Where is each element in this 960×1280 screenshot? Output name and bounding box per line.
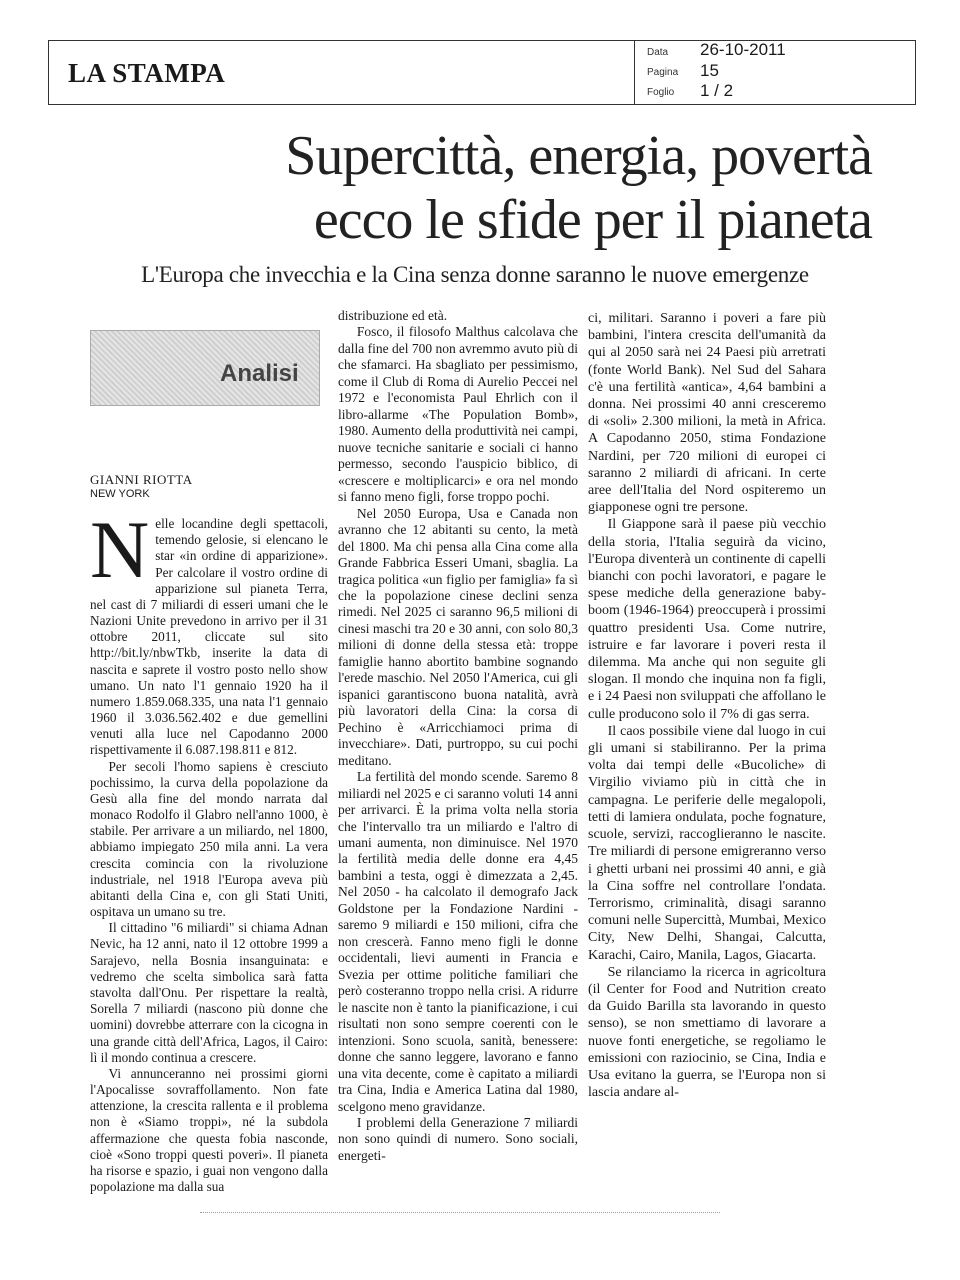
meta-page-value: 15: [700, 61, 719, 80]
dateline: NEW YORK: [90, 488, 150, 500]
meta-page-label: Pagina: [647, 67, 679, 78]
headline-line-1: Supercittà, energia, povertà: [285, 125, 872, 187]
analisi-label: Analisi: [220, 360, 299, 387]
paragraph: Nel 2050 Europa, Usa e Canada non avranno che 12 abitanti su cento, la metà del 1800. Ma chi pensa alla Cina come alla Grande Fabbrica Esseri Umani, sbaglia. La tragica politica «un figlio per famiglia» fa sì che la popolazione cinese declini senza rimedi. Nel 2025 ci saranno 96,5 milioni di cinesi maschi tra 20 e 30 anni, con solo 80,3 milioni di donne della stessa età: troppe famiglie hanno abortito bambine sognando l'erede maschio. Nel 2050 l'America, cui gli ispanici garantiscono buona natalità, avrà più lavoratori della Cina: la corsa di Pechino è «Arricchiamoci prima di invecchiare». Dati, purtroppo, su cui pochi meditano.: [338, 505, 578, 768]
drop-cap: N: [90, 504, 150, 595]
subheadline: L'Europa che invecchia e la Cina senza donne saranno le nuove emergenze: [141, 262, 809, 287]
paragraph: Vi annunceranno nei prossimi giorni l'Apocalisse sovraffollamento. Non fate attenzione, la crescita rallenta e il problema non è «Siamo troppi», né la subdola affermazione che questa fobia nasconde, cioè «Sono troppi questi poveri». Il pianeta ha risorse e spazio, i guai non vengono dalla popolazione ma dalla sua: [90, 1065, 328, 1195]
paragraph: I problemi della Generazione 7 miliardi non sono quindi di numero. Sono sociali, energeti-: [338, 1114, 578, 1163]
meta-date-label: Data: [647, 47, 669, 58]
paragraph: La fertilità del mondo scende. Saremo 8 miliardi nel 2025 e ci saranno voluti 14 anni per arrivarci. È la prima volta nella storia che l'intervallo tra un miliardo e l'altro di umani aumenta, non diminuisce. Nel 1970 la fertilità media delle donne era 4,45 bambini a testa, oggi è dimezzata a 2,45. Nel 2050 - ha calcolato il demografo Jack Goldstone per la Fondazione Nardini - saremo 9 miliardi e 150 milioni, cifra che non crescerà. Fanno meno figli le donne occidentali, lievi aumenti in Francia e Svezia per ottime politiche familiari che però costeranno troppo nella crisi. A ridurre le nascite non è tanto la pianificazione, i cui risultati non sono sempre coerenti con le intenzioni. Sono scuola, sanità, benessere: donne che sanno leggere, lavorano e fanno una vita decente, come è capitato a miliardi tra Cina, India e America Latina dal 1980, scelgono meno gravidanze.: [338, 769, 578, 1114]
bottom-rule: [200, 1212, 720, 1213]
paragraph: Il caos possibile viene dal luogo in cui gli umani si stabiliranno. Per la prima volta dai tempi delle «Bucoliche» di Virgilio viviamo più in città che in campagna. Le periferie delle megalopoli, tetti di lamiera ondulata, poche fognature, scuole, servizi, raccoglieranno le nascite. Tre miliardi di persone emigreranno verso i ghetti urbani nei prossimi 40 anni, e già la Cina soffre nel controllare l'ondata. Terrorismo, criminalità, disagi saranno comuni nelle Supercittà, Mumbai, Mexico City, New Delhi, Shangai, Calcutta, Karachi, Cairo, Manila, Lagos, Giacarta.: [588, 723, 826, 963]
meta-date-value: 26-10-2011: [700, 40, 786, 59]
byline: GIANNI RIOTTA: [90, 472, 193, 487]
meta-sheet-value: 1 / 2: [700, 81, 734, 100]
article-column-2: [338, 308, 578, 1164]
article-column-1: [90, 504, 328, 1195]
paragraph: Nelle locandine degli spettacoli, temendo gelosie, si elencano le star «in ordine di apparizione». Per calcolare il vostro ordine di apparizione sul pianeta Terra, nel cast di 7 miliardi di esseri umani che le Nazioni Unite prevedono in arrivo per il 31 ottobre 2011, cliccate sul sito http://bit.ly/nbwTkb, inserite la data di nascita e saprete il vostro posto nello show umano. Un nato l'1 gennaio 1920 ha il numero 1.859.068.335, una nata l'1 gennaio 1960 il 3.036.562.402 e due gemellini venuti alla luce nel Capodanno 2000 rispettivamente il 6.087.198.811 e 812.: [90, 504, 328, 758]
header-divider: [634, 40, 635, 105]
paragraph: distribuzione ed età.: [338, 308, 448, 323]
paragraph: Il cittadino "6 miliardi" si chiama Adnan Nevic, ha 12 anni, nato il 12 ottobre 1999 a Sarajevo, nella Bosnia insanguinata: e vedremo che scelta simbolica sarà fatta stavolta dall'Onu. Per rispettare la realtà, Sorella 7 miliardi (nascono più donne che uomini) dovrebbe atterrare con la cicogna in una grande città dell'Africa, Lagos, il Cairo: lì il mondo continua a crescere.: [90, 920, 328, 1065]
paragraph: Fosco, il filosofo Malthus calcolava che dalla fine del 700 non avremmo avuto più di che sfamarci. Ha sbagliato per pessimismo, come il Club di Roma di Aurelio Peccei nel 1972 e l'economista Paul Ehrlich con il libro-allarme «The Population Bomb», 1980. Aumento della produttività nei campi, nuove tecniche sanitarie e sociali ci hanno permesso, secondo l'auspicio biblico, di «crescere e moltiplicarci» e ora nel mondo si fanno meno figli, forse troppo pochi.: [338, 324, 578, 505]
meta-sheet-label: Foglio: [647, 87, 675, 98]
paragraph: ci, militari. Saranno i poveri a fare più bambini, l'intera crescita dell'umanità da qui al 2050 sarà nei 24 Paesi più arretrati (fonte World Bank). Nel Sud del Sahara c'è una fertilità «antica», 4,64 bambini a donna. Nei prossimi 40 anni cresceremo di «soli» 2.300 milioni, la metà in Africa. A Capodanno 2050, stima Fondazione Nardini, per 720 milioni di europei ci saranno 2 miliardi di africani. In certe aree dell'Italia del Nord ospiteremo un giapponese ogni tre persone.: [588, 311, 826, 516]
article-column-3: [588, 310, 826, 1101]
paragraph: Il Giappone sarà il paese più vecchio della storia, l'Italia seguirà da vicino, l'Europa diventerà un continente di capelli bianchi con pochi lavoratori, e pagare le spese mediche della generazione baby-boom (1946-1964) preoccuperà i prossimi quattro presidenti Usa. Come nutrire, istruire e far lavorare i poveri resta il dilemma. Ma anche qui non seguite gli slogan. Il mondo che inquina non fa figli, e i 24 Paesi non sviluppati che affollano le culle producono solo il 7% di gas serra.: [588, 517, 826, 722]
paragraph: Per secoli l'homo sapiens è cresciuto pochissimo, la curva della popolazione da Gesù alla fine del mondo narrata dal monaco Rodolfo il Glabro nell'anno 1000, è stabile. Per arrivare a un miliardo, nel 1800, abbiamo impiegato 250 mila anni. La vera crescita comincia con la rivoluzione industriale, nel 1918 l'Europa aveva più abitanti della Cina e, con gli Stati Uniti, ospitava un umano su tre.: [90, 758, 328, 920]
paragraph: Se rilanciamo la ricerca in agricoltura (il Center for Food and Nutrition creato da Guido Barilla sta lavorando in questo senso), se non smettiamo di lavorare a nuove fonti energetiche, se regoliamo le emissioni con raziocinio, se Cina, India e Usa evitano la guerra, se l'Europa non si lascia andare al-: [588, 964, 826, 1101]
masthead: LA STAMPA: [68, 58, 226, 88]
headline-line-2: ecco le sfide per il pianeta: [313, 189, 872, 251]
